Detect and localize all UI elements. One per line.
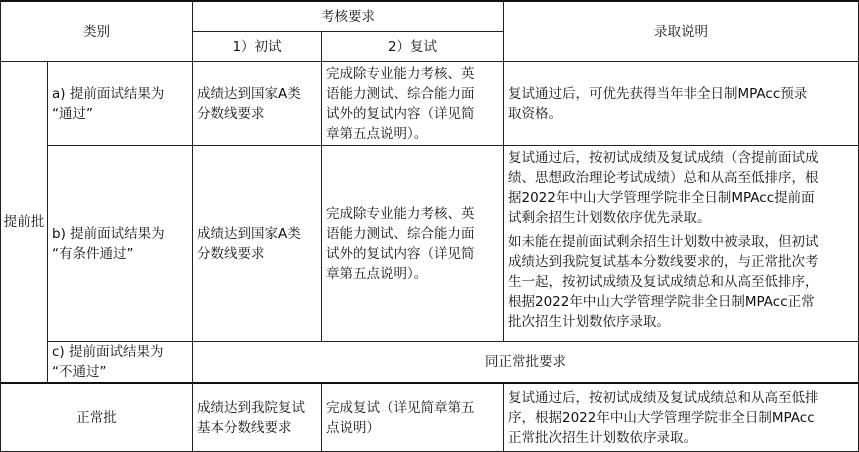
condition-b: [48, 146, 193, 342]
normal-retest-text: 完成复试（详见简章第五 点说明）: [326, 399, 475, 436]
retest-a-text: 完成除专业能力考核、英 语能力测试、综合能力面 试外的复试内容（详见简 章第五点说明）。: [326, 65, 475, 142]
header-category-text: 类别: [83, 23, 110, 40]
header-initial: [193, 32, 322, 62]
normal-initial-text: 成绩达到我院复试 基本分数线要求: [197, 399, 305, 436]
admission-a: [504, 62, 859, 146]
retest-b-text: 完成除专业能力考核、英 语能力测试、综合能力面 试外的复试内容（详见简 章第五点说明）。: [326, 205, 475, 282]
header-assessment-text: 考核要求: [321, 8, 375, 25]
normal-batch-label: [0, 384, 193, 452]
initial-b: [193, 146, 322, 342]
early-batch-label-text: 提前批: [3, 214, 45, 230]
retest-a: [322, 62, 504, 146]
condition-c: [48, 342, 193, 384]
initial-a-text: 成绩达到国家A类 分数线要求: [197, 85, 301, 122]
normal-admission-text: 复试通过后，按初试成绩及复试成绩总和从高至低排 序，根据2022年中山大学管理学院非全日制MPAcc 正常批次招生计划数依序录取。: [508, 389, 819, 446]
normal-retest: [322, 384, 504, 452]
initial-b-text: 成绩达到国家A类 分数线要求: [197, 225, 301, 262]
admission-b-para-1: 复试通过后，按初试成绩及复试成绩（含提前面试成 绩、思想政治理论考试成绩）总和从高至低排序，根 据2022年中山大学管理学院非全日制MPAcc提前面 试剩余招生计划数依序优先录取。: [508, 150, 819, 226]
normal-batch-label-text: 正常批: [76, 409, 117, 426]
admission-a-text: 复试通过后，可优先获得当年非全日制MPAcc预录 取资格。: [508, 85, 808, 122]
condition-b-text: b) 提前面试结果为 “有条件通过”: [52, 225, 165, 262]
merged-c: [193, 342, 859, 384]
header-initial-text: 1）初试: [232, 38, 282, 55]
early-batch-label: [0, 62, 48, 384]
retest-b: [322, 146, 504, 342]
normal-initial: [193, 384, 322, 452]
condition-c-text: c) 提前面试结果为 “不通过”: [52, 344, 164, 380]
header-retest-text: 2）复试: [387, 38, 438, 55]
admission-b-para-2: 如未能在提前面试剩余招生计划数中被录取，但初试 成绩达到我院复试基本分数线要求的，与正常批次考 生一起，按初试成绩及复试成绩总和从高至低排序， 根据2022年中山大学管理学院非全日制MPAcc正常 批次招生计划数依序录取。: [508, 234, 819, 330]
admission-b: [504, 146, 859, 342]
initial-a: [193, 62, 322, 146]
header-assessment: [193, 0, 504, 32]
header-retest: [322, 32, 504, 62]
header-admission: [504, 0, 859, 62]
header-category: [0, 0, 193, 62]
condition-a: [48, 62, 193, 146]
merged-c-text: 同正常批要求: [485, 354, 566, 370]
normal-admission: [504, 384, 859, 452]
header-admission-text: 录取说明: [654, 23, 708, 40]
condition-a-text: a) 提前面试结果为 “通过”: [52, 85, 165, 122]
